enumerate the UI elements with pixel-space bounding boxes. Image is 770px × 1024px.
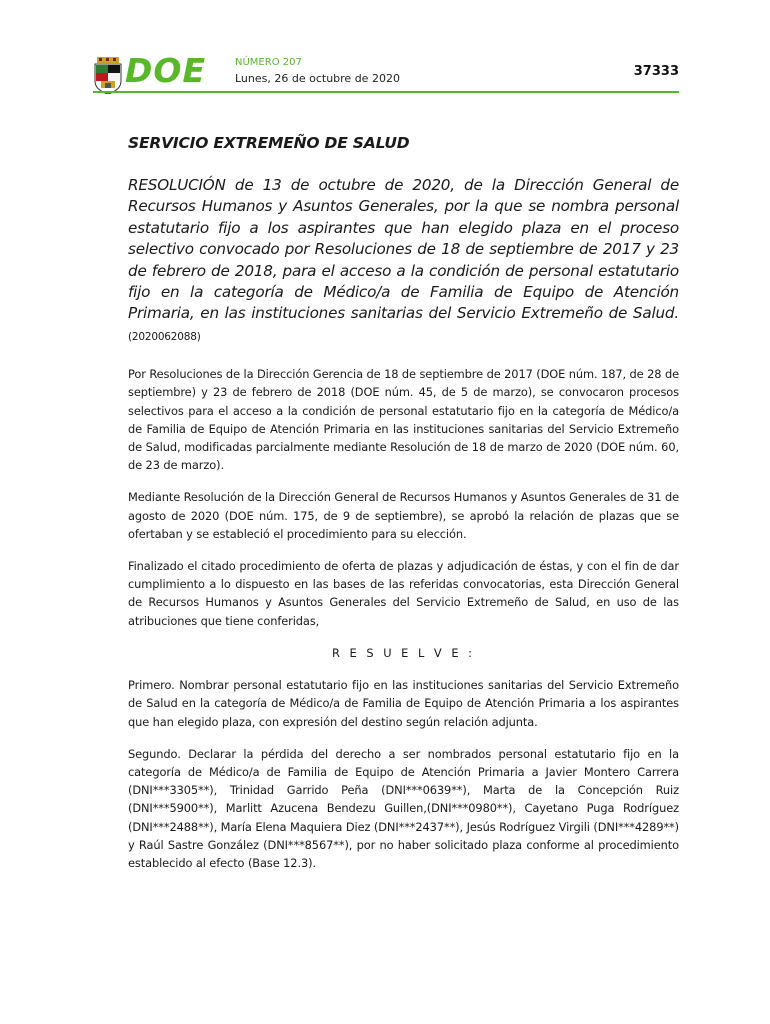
paragraph-finalization: Finalizado el citado procedimiento de oferta de plazas y adjudicación de éstas, y con el fin de dar cumplimiento a lo dispuesto en las bases de las referidas convocatorias, esta Dirección General de Recursos Humanos y Asuntos Generales del Servicio Extremeño de Salud, en uso de las atribuciones que tiene conferidas, (128, 559, 679, 628)
page-number: 37333 (633, 64, 679, 79)
header-divider (93, 91, 679, 93)
resolution-code: (2020062088) (128, 330, 201, 343)
doe-logo: DOE (125, 51, 206, 90)
paragraph-background: Por Resoluciones de la Dirección Gerencia de 18 de septiembre de 2017 (DOE núm. 187, de 28 de septiembre) y 23 de febrero de 2018 (DOE núm. 45, de 5 de marzo), se convocaron procesos selectivos para el acceso a la condición de personal estatutario fijo en la categoría de Médico/a de Familia de Equipo de Atención Primaria en las instituciones sanitarias del Servicio Extremeño de Salud, modificadas parcialmente mediante Resolución de 18 de marzo de 2020 (DOE núm. 60, de 23 de marzo). (128, 367, 679, 473)
paragraph-segundo: Segundo. Declarar la pérdida del derecho a ser nombrados personal estatutario fijo en la categoría de Médico/a de Familia de Equipo de Atención Primaria a Javier Montero Carrera (DNI***3305**), Trinidad Garrido Peña (DNI***0639**), Marta de la Concepción Ruiz (DNI***5900**), Marlitt Azucena Bendezu Guillen,(DNI***0980**), Cayetano Puga Rodríguez (DNI***2488**), María Elena Maquiera Diez (DNI***2437**), Jesús Rodríguez Virgili (DNI***4289**) y Raúl Sastre González (DNI***8567**), por no haber solicitado plaza conforme al procedimiento establecido al efecto (Base 12.3). (128, 746, 679, 870)
paragraph-primero: Primero. Nombrar personal estatutario fijo en las instituciones sanitarias del Servicio Extremeño de Salud en la categoría de Médico/a de Familia de Equipo de Atención Primaria a los aspirantes que han elegido plaza, con expresión del destino según relación adjunta. (128, 678, 679, 729)
section-title: SERVICIO EXTREMEÑO DE SALUD (128, 134, 410, 152)
resuelve-heading: R E S U E L V E : (331, 645, 475, 660)
coat-of-arms-icon (93, 57, 123, 94)
paragraph-approval: Mediante Resolución de la Dirección General de Recursos Humanos y Asuntos Generales de 31 de agosto de 2020 (DOE núm. 175, de 9 de septiembre), se aprobó la relación de plazas que se ofertaban y se estableció el procedimiento para su elección. (128, 490, 679, 541)
resolution-title-text: RESOLUCIÓN de 13 de octubre de 2020, de la Dirección General de Recursos Humanos y Asuntos Generales, por la que se nombra personal estatutario fijo a los aspirantes que han elegido plaza en el proceso selectivo convocado por Resoluciones de 18 de septiembre de 2017 y 23 de febrero de 2018, para el acceso a la condición de personal estatutario fijo en la categoría de Médico/a de Familia de Equipo de Atención Primaria, en las instituciones sanitarias del Servicio Extremeño de Salud. (128, 176, 679, 323)
page-header (93, 51, 679, 94)
resolution-title (128, 175, 679, 348)
issue-date: Lunes, 26 de octubre de 2020 (235, 72, 400, 85)
document-body (128, 134, 679, 872)
issue-number: NÚMERO 207 (235, 57, 302, 68)
